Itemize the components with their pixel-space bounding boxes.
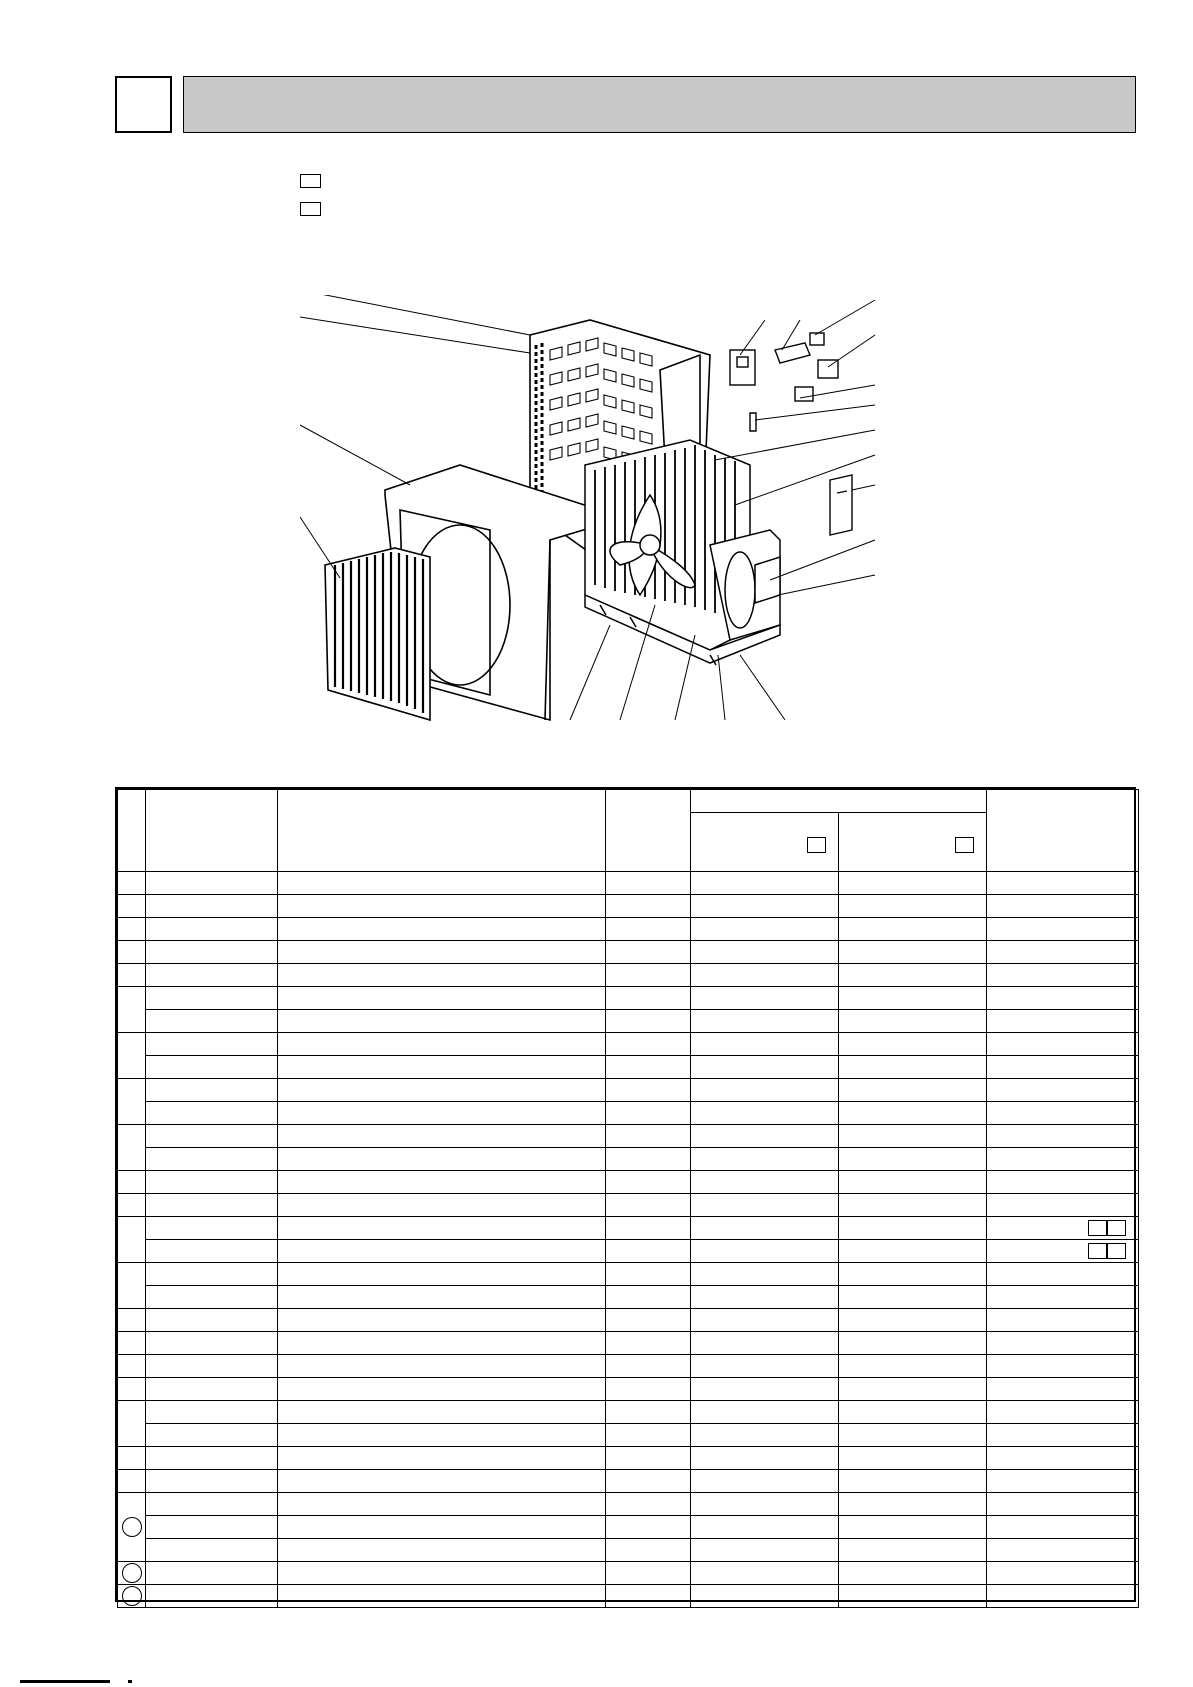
table-row bbox=[118, 1378, 1139, 1401]
table-row bbox=[118, 1125, 1139, 1148]
header-remarks bbox=[987, 790, 1139, 872]
table-row bbox=[118, 1562, 1139, 1585]
legend-box-2 bbox=[300, 202, 321, 216]
exploded-view-diagram bbox=[300, 295, 950, 725]
footer-rule bbox=[20, 1680, 110, 1683]
table-header-row bbox=[118, 790, 1139, 813]
parts-table bbox=[115, 787, 1136, 1602]
table-row bbox=[118, 1079, 1139, 1102]
header-part-name bbox=[278, 790, 606, 872]
model-a-box bbox=[807, 837, 826, 853]
table-row bbox=[118, 1401, 1139, 1424]
table-row bbox=[118, 1332, 1139, 1355]
header-model-a bbox=[691, 813, 839, 872]
table-row bbox=[118, 1148, 1139, 1171]
remark-box-pair bbox=[1088, 1220, 1126, 1236]
legend-box-1 bbox=[300, 174, 321, 188]
table-row bbox=[118, 941, 1139, 964]
table-row bbox=[118, 1493, 1139, 1516]
table-row bbox=[118, 895, 1139, 918]
table-row bbox=[118, 1194, 1139, 1217]
header-symbol bbox=[606, 790, 691, 872]
circle-marker bbox=[122, 1586, 142, 1606]
table-row bbox=[118, 1286, 1139, 1309]
circle-marker bbox=[122, 1517, 142, 1537]
section-title-bar bbox=[183, 76, 1136, 133]
section-number-box bbox=[115, 76, 172, 133]
table-row bbox=[118, 1424, 1139, 1447]
table-row bbox=[118, 987, 1139, 1010]
remarks-cell bbox=[987, 1217, 1139, 1240]
table-row bbox=[118, 1240, 1139, 1263]
table-row bbox=[118, 1539, 1139, 1562]
table-row bbox=[118, 964, 1139, 987]
chassis-assembly bbox=[585, 440, 780, 665]
table-row bbox=[118, 1470, 1139, 1493]
front-grille bbox=[325, 548, 430, 720]
table-row bbox=[118, 1355, 1139, 1378]
footer-mark bbox=[128, 1680, 132, 1683]
header-model-b bbox=[839, 813, 987, 872]
table-row bbox=[118, 1516, 1139, 1539]
table-row bbox=[118, 872, 1139, 895]
remark-box-pair bbox=[1088, 1243, 1126, 1259]
header-no bbox=[118, 790, 146, 872]
table-row bbox=[118, 1309, 1139, 1332]
table-row bbox=[118, 1102, 1139, 1125]
table-row bbox=[118, 1585, 1139, 1608]
table-row bbox=[118, 1033, 1139, 1056]
table-row bbox=[118, 1263, 1139, 1286]
circle-marker bbox=[122, 1563, 142, 1583]
model-b-box bbox=[955, 837, 974, 853]
table-row bbox=[118, 1010, 1139, 1033]
table-row bbox=[118, 918, 1139, 941]
remarks-cell bbox=[987, 1240, 1139, 1263]
table-row bbox=[118, 1447, 1139, 1470]
table-row bbox=[118, 1056, 1139, 1079]
table-row bbox=[118, 1217, 1139, 1240]
header-part-no bbox=[146, 790, 278, 872]
header-qty-group bbox=[691, 790, 987, 813]
table-row bbox=[118, 1171, 1139, 1194]
